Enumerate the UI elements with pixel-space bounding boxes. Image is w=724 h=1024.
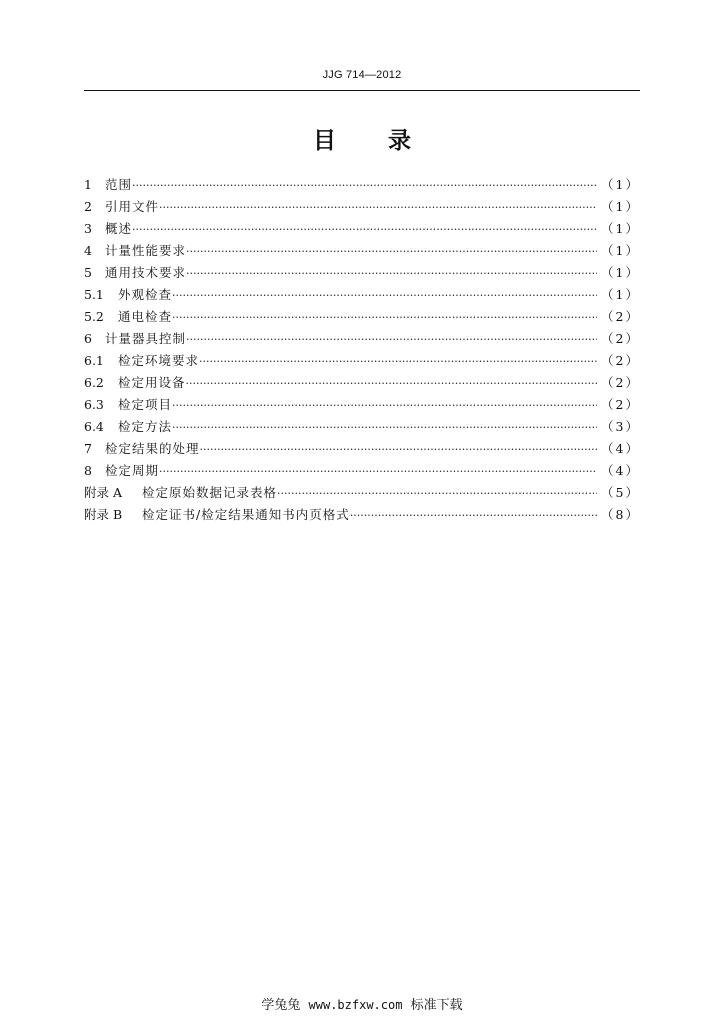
toc-entry-title: 检定结果的处理 — [105, 441, 200, 456]
toc-entry-page: （5） — [601, 485, 640, 500]
toc-entry-leader — [159, 465, 597, 478]
toc-title-char: 目 — [313, 128, 336, 154]
toc-entry-leader — [132, 179, 597, 192]
toc-entry[interactable] — [84, 373, 640, 395]
toc-entry-number: 6.3 — [84, 397, 104, 412]
toc-entry-page: （1） — [601, 287, 640, 302]
toc-entry-leader — [132, 223, 597, 236]
toc-entry-page: （1） — [601, 221, 640, 236]
toc-entry-title: 检定原始数据记录表格 — [142, 485, 278, 500]
toc-entry-title: 检定方法 — [118, 419, 173, 434]
toc-entry-leader — [199, 355, 597, 368]
toc-entry-number: 附录 B — [84, 507, 123, 522]
toc-entry-number: 8 — [84, 463, 92, 478]
toc-entry-page: （8） — [601, 507, 640, 522]
toc-entry-leader — [186, 267, 597, 280]
toc-entry-leader — [172, 421, 597, 434]
toc-entry-title: 检定项目 — [118, 397, 173, 412]
toc-entry[interactable] — [84, 175, 640, 197]
toc-entry[interactable] — [84, 461, 640, 483]
toc-entry-title: 外观检查 — [118, 287, 173, 302]
toc-entry-title: 检定环境要求 — [118, 353, 200, 368]
toc-entry-page: （2） — [601, 331, 640, 346]
toc-entry[interactable] — [84, 505, 640, 527]
toc-entry-leader — [186, 245, 597, 258]
toc-entry-leader — [159, 201, 597, 214]
toc-entry-title: 计量性能要求 — [105, 243, 187, 258]
toc-entry-page: （2） — [601, 353, 640, 368]
toc-entry[interactable] — [84, 263, 640, 285]
toc-entry-page: （4） — [601, 463, 640, 478]
toc-entry-page: （2） — [601, 309, 640, 324]
toc-entry-page: （1） — [601, 177, 640, 192]
toc-entry-leader — [200, 443, 598, 456]
toc-entry-page: （2） — [601, 375, 640, 390]
toc-title-char: 录 — [388, 128, 411, 154]
toc-entry-page: （1） — [601, 243, 640, 258]
toc-entry[interactable] — [84, 285, 640, 307]
toc-entry-page: （4） — [601, 441, 640, 456]
toc-entry-number: 3 — [84, 221, 92, 236]
toc-entry-number: 4 — [84, 243, 92, 258]
toc-entry[interactable] — [84, 307, 640, 329]
toc-entry-leader — [350, 509, 597, 522]
toc-entry-number: 6.4 — [84, 419, 104, 434]
toc-entry-leader — [277, 487, 597, 500]
toc-entry-title: 通电检查 — [118, 309, 173, 324]
toc-entry-title: 检定证书/检定结果通知书内页格式 — [142, 507, 350, 522]
footer-watermark — [0, 994, 724, 1013]
toc-entry-page: （2） — [601, 397, 640, 412]
toc-entry[interactable] — [84, 197, 640, 219]
toc-entry-leader — [172, 289, 597, 302]
toc-entry[interactable] — [84, 351, 640, 373]
toc-entry[interactable] — [84, 329, 640, 351]
toc-entry-title: 检定用设备 — [118, 375, 186, 390]
toc-entry[interactable] — [84, 483, 640, 505]
toc-entry-number: 附录 A — [84, 485, 123, 500]
toc-entry-page: （1） — [601, 265, 640, 280]
footer-tagline: 标准下载 — [410, 998, 463, 1013]
toc-entry-number: 7 — [84, 441, 92, 456]
toc-entry-number: 5.2 — [84, 309, 104, 324]
toc-entry-number: 6.1 — [84, 353, 104, 368]
toc-entry-leader — [172, 311, 597, 324]
toc-entry-title: 计量器具控制 — [105, 331, 187, 346]
toc-entry-title: 通用技术要求 — [105, 265, 187, 280]
toc-entry-number: 5.1 — [84, 287, 104, 302]
toc-entry-number: 5 — [84, 265, 92, 280]
toc-entry-number: 1 — [84, 177, 92, 192]
toc-entry-number: 6 — [84, 331, 92, 346]
toc-entry-leader — [186, 377, 598, 390]
toc-entry-leader — [172, 399, 597, 412]
toc-entry-title: 范围 — [105, 177, 133, 192]
toc-entry[interactable] — [84, 219, 640, 241]
toc-entry-number: 6.2 — [84, 375, 104, 390]
toc-entry[interactable] — [84, 241, 640, 263]
toc-entry-page: （1） — [601, 199, 640, 214]
standard-code: JJG 714—2012 — [322, 69, 402, 81]
toc-entry-title: 概述 — [105, 221, 133, 236]
toc-entry-title: 检定周期 — [105, 463, 160, 478]
toc-entry-title: 引用文件 — [105, 199, 160, 214]
toc-title — [0, 122, 724, 155]
toc-entry-leader — [186, 333, 597, 346]
toc-entry[interactable] — [84, 395, 640, 417]
toc-entry-number: 2 — [84, 199, 92, 214]
toc-entry[interactable] — [84, 417, 640, 439]
footer-url[interactable]: www.bzfxw.com — [308, 998, 403, 1012]
toc-list — [84, 175, 640, 527]
header-divider — [84, 90, 640, 91]
toc-entry-page: （3） — [601, 419, 640, 434]
footer-site-name: 学兔兔 — [261, 998, 301, 1013]
toc-entry[interactable] — [84, 439, 640, 461]
